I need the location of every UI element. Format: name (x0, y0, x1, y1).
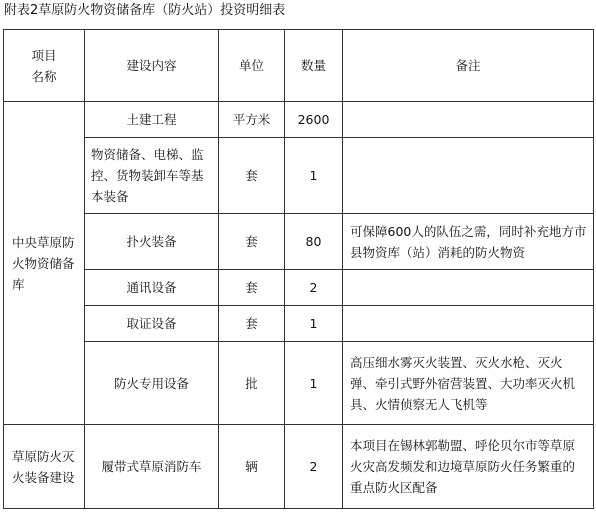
header-project-name-line1: 项目 (31, 47, 57, 63)
row-notes (343, 270, 594, 306)
row-unit: 套 (219, 270, 285, 306)
row-notes (343, 102, 594, 138)
row-quantity: 1 (285, 306, 343, 342)
row-notes: 高压细水雾灭火装置、灭火水枪、灭火弹、牵引式野外宿营装置、大功率灭火机具、火情侦察无人飞机等 (343, 342, 594, 425)
header-content: 建设内容 (85, 30, 219, 102)
table-row (4, 138, 594, 214)
row-quantity: 2600 (285, 102, 343, 138)
row-notes: 本项目在锡林郭勒盟、呼伦贝尔市等草原火灾高发频发和边境草原防火任务繁重的重点防火区配备 (343, 425, 594, 509)
row-quantity: 1 (285, 138, 343, 214)
table-row (4, 342, 594, 425)
table-row (4, 306, 594, 342)
table-row (4, 425, 594, 509)
row-content: 土建工程 (85, 102, 219, 138)
table-row (4, 214, 594, 270)
row-unit: 平方米 (219, 102, 285, 138)
row-content: 取证设备 (85, 306, 219, 342)
group-name-central-reserve: 中央草原防火物资储备库 (4, 102, 85, 425)
row-quantity: 2 (285, 270, 343, 306)
row-notes (343, 138, 594, 214)
row-content: 履带式草原消防车 (85, 425, 219, 509)
row-content: 通讯设备 (85, 270, 219, 306)
investment-detail-table (3, 29, 594, 509)
row-content: 防火专用设备 (85, 342, 219, 425)
table-row (4, 270, 594, 306)
header-unit: 单位 (219, 30, 285, 102)
row-quantity: 1 (285, 342, 343, 425)
row-unit: 套 (219, 138, 285, 214)
row-quantity: 80 (285, 214, 343, 270)
row-content: 物资储备、电梯、监控、货物装卸车等基本装备 (85, 138, 219, 214)
document-title: 附表2草原防火物资储备库（防火站）投资明细表 (4, 3, 286, 18)
row-content: 扑火装备 (85, 214, 219, 270)
row-unit: 套 (219, 306, 285, 342)
row-unit: 套 (219, 214, 285, 270)
row-unit: 辆 (219, 425, 285, 509)
row-quantity: 2 (285, 425, 343, 509)
row-notes (343, 306, 594, 342)
table-row (4, 102, 594, 138)
header-quantity: 数量 (285, 30, 343, 102)
row-notes: 可保障600人的队伍之需，同时补充地方市县物资库（站）消耗的防火物资 (343, 214, 594, 270)
header-project-name (4, 30, 85, 102)
group-name-fire-equipment: 草原防火灭火装备建设 (4, 425, 85, 509)
header-project-name-line2: 名称 (31, 68, 57, 84)
header-notes: 备注 (343, 30, 594, 102)
row-unit: 批 (219, 342, 285, 425)
table-header-row (4, 30, 594, 102)
